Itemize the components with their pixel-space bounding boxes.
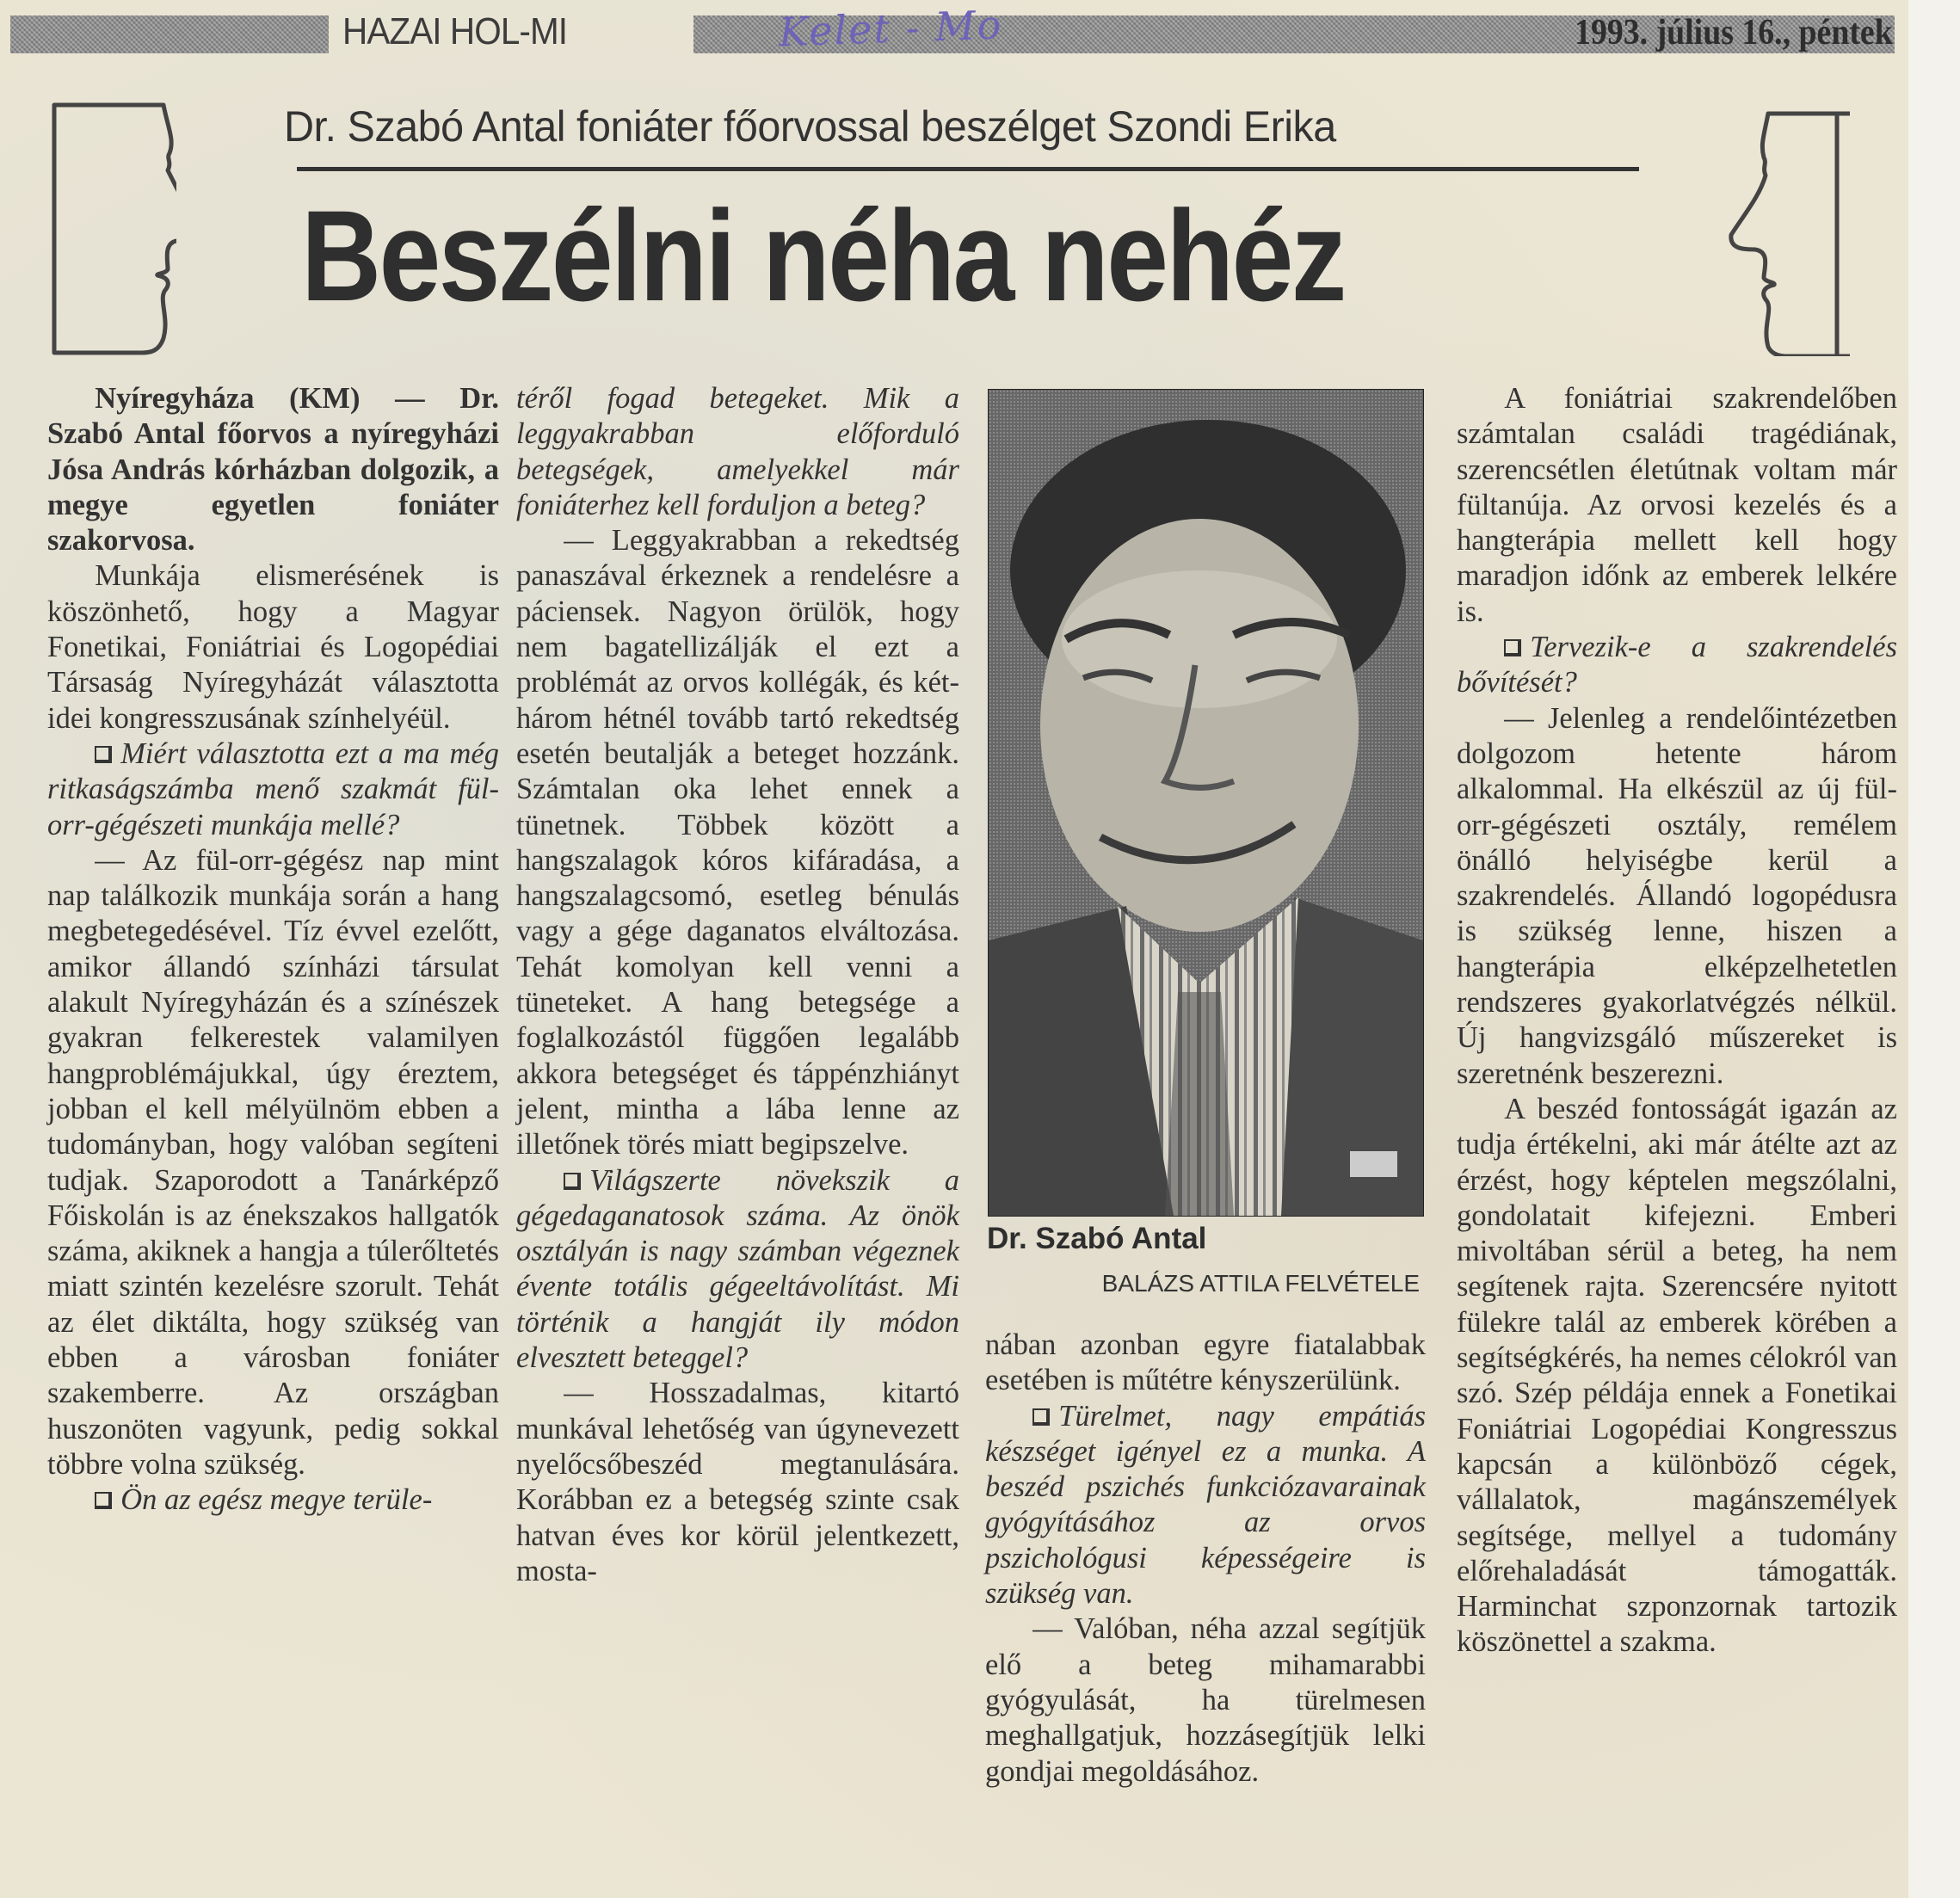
interview-question: Türelmet, nagy empátiás készséget igényel ez a munka. A beszéd pszichés funkciózavarainak gyógyításához az orvos pszichológusi képességeire is szükség van. (985, 1399, 1426, 1611)
article-column-3 (985, 1328, 1426, 1790)
header-band-left (10, 15, 329, 53)
body-paragraph: — Valóban, néha azzal segítjük elő a beteg mihamarabbi gyógyulását, ha türelmesen meghallgatjuk, hozzásegítjük lelki gondjai megoldásához. (985, 1612, 1426, 1788)
article-column-1 (47, 381, 499, 1519)
square-bullet-icon (1032, 1408, 1050, 1426)
subtitle-rule (297, 167, 1639, 171)
issue-date: 1993. július 16., péntek (1575, 13, 1893, 52)
body-paragraph: — Az fül-orr-gégész nap mint nap találkozik munkája során a hang megbetegedésével. Tíz évvel ezelőtt, amikor állandó színházi társulat alakult Nyíregyházán és a színészek gyakran felkerestek valamilyen hangproblémájukkal, úgy éreztem, jobban el kell mélyülnöm ebben a tudományban, hogy valóban segíteni tudjak. Szaporodott a Tanárképző Főiskolán is az énekszakos hallgatók száma, akiknek a hangja a túlerőltetés miatt szintén kezelésre szorult. Tehát az élet diktálta, hogy szükség van ebben a városban foniáter szakemberre. Az országban huszonöten vagyunk, pedig sokkal többre volna szükség. (47, 843, 499, 1481)
interview-question-continued: téről fogad betegeket. Mik a leggyakrabban előforduló betegségek, amelyekkel már foniáterhez kell forduljon a beteg? (516, 382, 959, 521)
body-paragraph: — Jelenleg a rendelőintézetben dolgozom hetente három alkalommal. Ha elkészül az új fül-orr-gégészeti osztály, remélem önálló helyiségbe kerül a szakrendelés. Állandó logopédusra is szükség lenne, hiszen a hangterápia elképzelhetetlen rendszeres gyakorlatvégzés nélkül. Új hangvizsgáló műszereket is szeretnénk beszerezni. (1457, 701, 1897, 1090)
article-headline: Beszélni néha nehéz (301, 183, 1345, 328)
handwritten-note: Kelet - Mo (778, 1, 1004, 56)
square-bullet-icon (564, 1173, 581, 1190)
portrait-photo (988, 389, 1424, 1217)
scan-margin (1908, 0, 1960, 1898)
article-column-2 (516, 381, 959, 1589)
face-profile-icon (47, 102, 176, 356)
body-paragraph-continued: nában azonban egyre fiatalabbak esetében is műtétre kényszerülünk. (985, 1328, 1426, 1397)
body-paragraph: A foniátriai szakrendelőben számtalan családi tragédiának, szerencsétlen életútnak voltam már fültanúja. Az orvosi kezelés és a hangterápia mellett kell hogy maradjon időnk az emberek lelkére is. (1457, 382, 1897, 628)
photo-caption: Dr. Szabó Antal (987, 1222, 1207, 1255)
interview-question: Miért választotta ezt a ma még ritkaságszámba menő szakmát fül-orr-gégészeti munkája mellé? (47, 736, 499, 841)
article-column-4 (1457, 381, 1897, 1661)
body-paragraph: — Leggyakrabban a rekedtség panaszával érkeznek a rendelésre a páciensek. Nagyon örülök, hogy nem bagatellizálják el ezt a problémát az orvos kollégák, és két-három hétnél tovább tartó rekedtség esetén beutalják a beteget hozzánk. Számtalan oka lehet ennek a tünetnek. Többek között a hangszalagok kóros kifáradása, a hangszalagcsomó, esetleg bénulás vagy a gége daganatos elváltozása. Tehát komolyan kell venni a tüneteket. A hang betegsége a foglalkozástól függően legalább akkora betegséget és táppénzhiányt jelent, mintha a lába lenne az illetőnek törés miatt begipszelve. (516, 524, 959, 1162)
interview-question: Tervezik-e a szakrendelés bővítését? (1457, 631, 1897, 699)
photo-credit: BALÁZS ATTILA FELVÉTELE (1101, 1270, 1420, 1297)
article-subtitle: Dr. Szabó Antal foniáter főorvossal beszélget Szondi Erika (284, 102, 1336, 151)
square-bullet-icon (95, 746, 112, 763)
section-title: HAZAI HOL-MI (342, 10, 568, 52)
lead-paragraph: Nyíregyháza (KM) — Dr. Szabó Antal főorvos a nyíregyházi Jósa András kórházban dolgozik, a megye egyetlen foniáter szakorvosa. (47, 382, 499, 558)
face-profile-icon (1721, 102, 1850, 356)
square-bullet-icon (1504, 639, 1521, 656)
interview-question: Világszerte növekszik a gégedaganatosok száma. Az önök osztályán is nagy számban végeznek évente totális gégeeltávolítást. Mi történik a hangját ily módon elvesztett beteggel? (516, 1163, 959, 1375)
square-bullet-icon (95, 1492, 112, 1509)
body-paragraph: Munkája elismerésének is köszönhető, hogy a Magyar Fonetikai, Foniátriai és Logopédiai Társaság Nyíregyházát választotta idei kongresszusának színhelyéül. (47, 559, 499, 735)
body-paragraph: A beszéd fontosságát igazán az tudja értékelni, aki már átélte azt az érzést, hogy képtelen megszólalni, gondolatait kifejezni. Emberi mivoltában sérül a beteg, ha nem segítenek rajta. Szerencsére nyitott fülekre talál az emberek körében a segítségkérés, ha nemes célokról van szó. Szép példája ennek a Fonetikai Foniátriai Logopédiai Kongresszus kapcsán a különböző cégek, vállalatok, magánszemélyek segítsége, mellyel a tudomány előrehaladását támogatták. Harminchat szponzornak tartozik köszönettel a szakma. (1457, 1092, 1897, 1659)
interview-question: Ön az egész megye terüle- (47, 1482, 499, 1518)
body-paragraph: — Hosszadalmas, kitartó munkával lehetőség van úgynevezett nyelőcsőbeszéd megtanulására. Korábban ez a betegség szinte csak hatvan éves kor körül jelentkezett, mosta- (516, 1377, 959, 1587)
